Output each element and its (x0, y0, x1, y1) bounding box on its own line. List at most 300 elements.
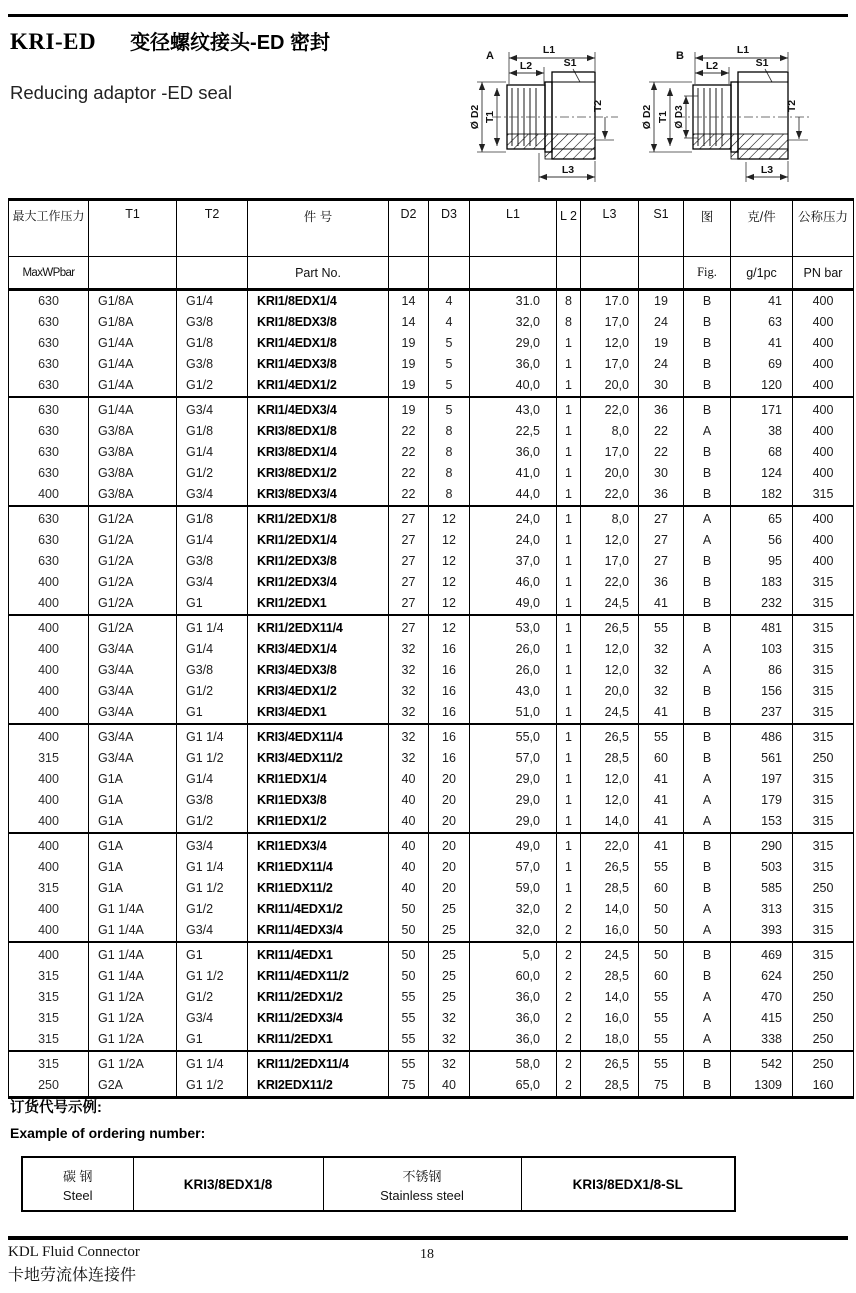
table-cell: 1 (557, 593, 581, 615)
table-cell: A (684, 811, 731, 833)
spec-header-cell (389, 257, 429, 290)
table-cell: 32 (639, 681, 684, 702)
table-cell: 624 (731, 966, 793, 987)
table-cell: B (684, 375, 731, 397)
table-cell: 1 (557, 354, 581, 375)
table-row (9, 724, 854, 748)
table-cell: KRI3/4EDX11/2 (248, 748, 389, 769)
table-row (9, 899, 854, 920)
table-cell: 14,0 (581, 987, 639, 1008)
table-cell: 232 (731, 593, 793, 615)
table-cell: G1/4 (177, 290, 248, 313)
table-cell: 1 (557, 769, 581, 790)
table-cell: G1 (177, 593, 248, 615)
table-cell: 43,0 (470, 681, 557, 702)
table-cell: 60 (639, 878, 684, 899)
dim-label-l1: L1 (736, 44, 750, 56)
table-cell: 12 (429, 615, 470, 639)
table-cell: 19 (389, 397, 429, 421)
material-stainless-cell (323, 1157, 521, 1211)
table-cell: G1 1/4A (89, 920, 177, 942)
table-cell: A (684, 506, 731, 530)
table-cell: B (684, 724, 731, 748)
table-cell: 4 (429, 290, 470, 313)
table-cell: 315 (793, 899, 854, 920)
table-row (9, 942, 854, 966)
table-cell: G1/4A (89, 354, 177, 375)
table-cell: G1 1/2 (177, 878, 248, 899)
diagram-a-label: A (486, 50, 494, 62)
table-cell: 338 (731, 1029, 793, 1051)
table-cell: 86 (731, 660, 793, 681)
table-cell: G1/2A (89, 506, 177, 530)
spec-header-row (9, 200, 854, 257)
table-cell: 2 (557, 1075, 581, 1098)
table-cell: 30 (639, 463, 684, 484)
table-cell: 4 (429, 312, 470, 333)
table-cell: 400 (793, 421, 854, 442)
table-cell: 38 (731, 421, 793, 442)
table-cell: 1 (557, 333, 581, 354)
table-cell: 8 (429, 484, 470, 506)
table-cell: 470 (731, 987, 793, 1008)
table-cell: G1/8 (177, 333, 248, 354)
table-cell: 179 (731, 790, 793, 811)
spec-header-cell: D2 (389, 200, 429, 257)
table-cell: B (684, 397, 731, 421)
table-row (9, 615, 854, 639)
table-cell: B (684, 442, 731, 463)
spec-header-cell (89, 257, 177, 290)
table-cell: 12,0 (581, 333, 639, 354)
table-cell: 29,0 (470, 333, 557, 354)
dim-label-l3: L3 (760, 164, 774, 176)
table-cell: B (684, 551, 731, 572)
table-cell: 55 (389, 987, 429, 1008)
table-cell: 36 (639, 397, 684, 421)
table-cell: 41 (639, 593, 684, 615)
table-cell: 69 (731, 354, 793, 375)
table-cell: 315 (793, 681, 854, 702)
table-cell: 55 (639, 615, 684, 639)
table-cell: 32 (429, 1008, 470, 1029)
table-cell: 26,5 (581, 615, 639, 639)
table-cell: G1/2 (177, 681, 248, 702)
dim-label-t1: T1 (484, 110, 496, 124)
table-cell: 22,0 (581, 572, 639, 593)
table-row (9, 397, 854, 421)
page-title-en: Reducing adaptor -ED seal (10, 82, 233, 103)
table-cell: 40 (389, 769, 429, 790)
table-cell: 55 (639, 857, 684, 878)
dim-label-t1: T1 (657, 110, 669, 124)
table-cell: 27 (639, 506, 684, 530)
table-cell: 24 (639, 312, 684, 333)
table-cell: 41 (639, 790, 684, 811)
table-cell: 12 (429, 506, 470, 530)
table-cell: KRI1EDX11/4 (248, 857, 389, 878)
material-steel-cn: 碳 钢 (62, 1168, 93, 1184)
table-cell: G1A (89, 857, 177, 878)
table-cell: G1 1/4 (177, 1051, 248, 1075)
table-cell: 1 (557, 397, 581, 421)
table-cell: 22 (639, 442, 684, 463)
table-cell: 40 (389, 857, 429, 878)
table-row (9, 660, 854, 681)
table-cell: G1/8A (89, 312, 177, 333)
table-cell: 28,5 (581, 1075, 639, 1098)
table-cell: KRI1/4EDX3/4 (248, 397, 389, 421)
table-cell: 1 (557, 660, 581, 681)
table-cell: 156 (731, 681, 793, 702)
table-cell: G3/8A (89, 442, 177, 463)
table-cell: G1/2A (89, 551, 177, 572)
table-cell: 20,0 (581, 681, 639, 702)
table-cell: G1 1/4A (89, 966, 177, 987)
table-cell: 400 (9, 615, 89, 639)
table-cell: 400 (9, 702, 89, 724)
table-cell: 315 (793, 660, 854, 681)
table-cell: G1/4 (177, 639, 248, 660)
table-cell: 36,0 (470, 1029, 557, 1051)
table-cell: 25 (429, 920, 470, 942)
table-cell: KRI3/8EDX1/2 (248, 463, 389, 484)
table-cell: 20 (429, 811, 470, 833)
table-cell: 290 (731, 833, 793, 857)
table-cell: 63 (731, 312, 793, 333)
table-cell: KRI3/8EDX3/4 (248, 484, 389, 506)
table-cell: 12 (429, 572, 470, 593)
table-cell: B (684, 748, 731, 769)
table-cell: G1/2 (177, 811, 248, 833)
table-cell: G1 (177, 702, 248, 724)
table-cell: 19 (639, 290, 684, 313)
table-cell: G1A (89, 811, 177, 833)
table-cell: 1 (557, 442, 581, 463)
table-cell: KRI1/2EDX3/4 (248, 572, 389, 593)
table-cell: 315 (793, 639, 854, 660)
table-cell: 315 (793, 942, 854, 966)
table-cell: 315 (793, 593, 854, 615)
table-cell: 31.0 (470, 290, 557, 313)
table-cell: 2 (557, 1029, 581, 1051)
table-cell: 27 (389, 593, 429, 615)
table-cell: 250 (793, 1008, 854, 1029)
table-cell: KRI11/2EDX3/4 (248, 1008, 389, 1029)
table-cell: 37,0 (470, 551, 557, 572)
table-cell: 16 (429, 748, 470, 769)
spec-header-cell: D3 (429, 200, 470, 257)
table-cell: 315 (9, 1051, 89, 1075)
table-cell: 22 (639, 421, 684, 442)
dim-label-t2: T2 (592, 99, 604, 113)
table-cell: G3/4A (89, 702, 177, 724)
table-cell: 5,0 (470, 942, 557, 966)
table-cell: G1 1/4 (177, 615, 248, 639)
spec-table (8, 198, 854, 1099)
table-cell: 250 (793, 966, 854, 987)
table-cell: G1/8 (177, 506, 248, 530)
ordering-heading-en: Example of ordering number: (10, 1125, 206, 1141)
table-cell: 26,0 (470, 639, 557, 660)
table-cell: 313 (731, 899, 793, 920)
table-cell: 26,5 (581, 1051, 639, 1075)
table-cell: 41 (639, 702, 684, 724)
dim-label-s1: S1 (563, 57, 577, 69)
table-cell: G2A (89, 1075, 177, 1098)
table-cell: G1 1/2 (177, 1075, 248, 1098)
spec-header-cell: 图 (684, 200, 731, 257)
table-cell: 250 (793, 878, 854, 899)
table-cell: 400 (793, 312, 854, 333)
table-cell: G1 1/2 (177, 966, 248, 987)
table-cell: 415 (731, 1008, 793, 1029)
table-cell: 46,0 (470, 572, 557, 593)
table-cell: 400 (793, 375, 854, 397)
table-cell: 32 (389, 639, 429, 660)
table-row (9, 1051, 854, 1075)
table-cell: 95 (731, 551, 793, 572)
table-cell: G1 1/2 (177, 748, 248, 769)
table-cell: 315 (793, 724, 854, 748)
table-cell: 250 (793, 748, 854, 769)
table-cell: G3/8A (89, 421, 177, 442)
table-row (9, 920, 854, 942)
table-cell: KRI3/8EDX1/8 (248, 421, 389, 442)
table-cell: 55 (639, 987, 684, 1008)
table-cell: 50 (389, 966, 429, 987)
table-cell: 400 (9, 724, 89, 748)
table-cell: 237 (731, 702, 793, 724)
table-cell: 315 (793, 484, 854, 506)
dim-label-l3: L3 (561, 164, 575, 176)
table-cell: 315 (9, 987, 89, 1008)
table-cell: 25 (429, 987, 470, 1008)
table-cell: 17.0 (581, 290, 639, 313)
table-cell: 12,0 (581, 790, 639, 811)
table-cell: 24 (639, 354, 684, 375)
table-cell: 400 (9, 899, 89, 920)
table-cell: G1/2A (89, 572, 177, 593)
table-cell: G1/2A (89, 615, 177, 639)
table-row (9, 333, 854, 354)
table-cell: KRI1/2EDX1 (248, 593, 389, 615)
material-stainless-en: Stainless steel (380, 1187, 464, 1203)
table-row (9, 811, 854, 833)
table-cell: KRI11/4EDX11/2 (248, 966, 389, 987)
table-cell: 630 (9, 551, 89, 572)
table-cell: B (684, 290, 731, 313)
table-row (9, 681, 854, 702)
table-cell: 41,0 (470, 463, 557, 484)
table-cell: 50 (639, 920, 684, 942)
table-cell: 400 (9, 660, 89, 681)
table-cell: 160 (793, 1075, 854, 1098)
table-cell: G1A (89, 790, 177, 811)
table-cell: 8 (557, 290, 581, 313)
table-cell: 20 (429, 790, 470, 811)
table-cell: 57,0 (470, 857, 557, 878)
table-cell: 32 (389, 702, 429, 724)
table-cell: G1 1/4 (177, 857, 248, 878)
table-cell: A (684, 987, 731, 1008)
table-cell: B (684, 833, 731, 857)
table-cell: G3/4A (89, 639, 177, 660)
table-cell: 20,0 (581, 463, 639, 484)
table-cell: 27 (389, 572, 429, 593)
table-cell: 41 (731, 333, 793, 354)
table-cell: 57,0 (470, 748, 557, 769)
table-cell: 630 (9, 290, 89, 313)
table-cell: 27 (389, 506, 429, 530)
table-cell: B (684, 484, 731, 506)
table-cell: B (684, 463, 731, 484)
table-cell: 55 (639, 1008, 684, 1029)
table-cell: G3/4 (177, 1008, 248, 1029)
spec-header-cell: T1 (89, 200, 177, 257)
table-cell: G3/8A (89, 463, 177, 484)
spec-header-row (9, 257, 854, 290)
table-row (9, 530, 854, 551)
table-cell: G3/4 (177, 397, 248, 421)
table-cell: B (684, 702, 731, 724)
table-cell: 315 (9, 1029, 89, 1051)
table-cell: B (684, 681, 731, 702)
table-cell: 27 (389, 530, 429, 551)
table-cell: 17,0 (581, 312, 639, 333)
table-cell: 41 (639, 833, 684, 857)
table-row (9, 966, 854, 987)
table-cell: G1/8A (89, 290, 177, 313)
table-cell: B (684, 1075, 731, 1098)
table-cell: B (684, 615, 731, 639)
table-cell: 1 (557, 506, 581, 530)
table-cell: G3/8 (177, 790, 248, 811)
table-cell: 16 (429, 724, 470, 748)
table-cell: G1/8 (177, 421, 248, 442)
table-cell: 32 (389, 724, 429, 748)
spec-header-cell: L1 (470, 200, 557, 257)
table-cell: 25 (429, 966, 470, 987)
spec-header-cell: 克/件 (731, 200, 793, 257)
table-cell: 20 (429, 833, 470, 857)
table-cell: G1/2 (177, 463, 248, 484)
table-cell: 41 (731, 290, 793, 313)
table-cell: KRI11/2EDX1 (248, 1029, 389, 1051)
table-cell: G3/8 (177, 660, 248, 681)
table-cell: 400 (9, 833, 89, 857)
table-cell: 250 (793, 987, 854, 1008)
table-cell: 60 (639, 966, 684, 987)
table-cell: 29,0 (470, 811, 557, 833)
table-cell: 17,0 (581, 442, 639, 463)
table-cell: 55 (639, 724, 684, 748)
table-cell: 30 (639, 375, 684, 397)
table-cell: 32 (389, 660, 429, 681)
table-cell: 19 (639, 333, 684, 354)
table-cell: G1/4A (89, 333, 177, 354)
table-cell: G3/8A (89, 484, 177, 506)
table-cell: 14 (389, 290, 429, 313)
table-cell: KRI1/8EDX1/4 (248, 290, 389, 313)
table-cell: 27 (639, 530, 684, 551)
table-cell: 8 (429, 442, 470, 463)
table-cell: 26,5 (581, 857, 639, 878)
table-cell: G3/4 (177, 484, 248, 506)
table-cell: 400 (9, 790, 89, 811)
table-cell: 1 (557, 702, 581, 724)
table-cell: 24,0 (470, 506, 557, 530)
table-cell: 393 (731, 920, 793, 942)
table-cell: 40 (429, 1075, 470, 1098)
table-cell: 2 (557, 1051, 581, 1075)
spec-header-cell: PN bar (793, 257, 854, 290)
table-cell: 55 (389, 1029, 429, 1051)
table-cell: 36,0 (470, 442, 557, 463)
table-cell: 28,5 (581, 878, 639, 899)
table-cell: 14,0 (581, 811, 639, 833)
table-cell: G1 1/4A (89, 942, 177, 966)
dim-label-d2: Ø D2 (641, 104, 653, 130)
table-cell: KRI11/2EDX11/4 (248, 1051, 389, 1075)
table-cell: 630 (9, 354, 89, 375)
table-cell: G1/2A (89, 530, 177, 551)
table-cell: A (684, 639, 731, 660)
table-cell: 16,0 (581, 920, 639, 942)
table-cell: 315 (793, 790, 854, 811)
table-cell: G1 1/4 (177, 724, 248, 748)
dim-label-l2: L2 (705, 60, 719, 72)
table-cell: 1 (557, 681, 581, 702)
table-row (9, 833, 854, 857)
page-title-cn: 变径螺纹接头-ED 密封 (130, 32, 331, 54)
table-cell: 315 (793, 811, 854, 833)
table-cell: 25 (429, 899, 470, 920)
table-row (9, 442, 854, 463)
table-cell: A (684, 769, 731, 790)
table-cell: KRI1/2EDX1/4 (248, 530, 389, 551)
table-cell: 16 (429, 639, 470, 660)
dim-label-d2: Ø D2 (469, 104, 481, 130)
table-cell: 5 (429, 354, 470, 375)
table-cell: 32 (429, 1051, 470, 1075)
table-cell: 8,0 (581, 421, 639, 442)
table-cell: 2 (557, 899, 581, 920)
table-cell: 20 (429, 857, 470, 878)
table-row (9, 593, 854, 615)
material-stainless-cn: 不锈钢 (402, 1168, 442, 1184)
table-cell: 2 (557, 920, 581, 942)
top-rule (8, 14, 848, 17)
table-cell: 25 (429, 942, 470, 966)
table-cell: 27 (389, 615, 429, 639)
table-row (9, 421, 854, 442)
table-cell: 55,0 (470, 724, 557, 748)
table-cell: 29,0 (470, 769, 557, 790)
table-cell: 400 (793, 530, 854, 551)
table-cell: G3/4 (177, 833, 248, 857)
table-cell: 103 (731, 639, 793, 660)
spec-header-cell: T2 (177, 200, 248, 257)
table-cell: KRI1/4EDX1/8 (248, 333, 389, 354)
table-cell: 1 (557, 748, 581, 769)
table-cell: 32,0 (470, 920, 557, 942)
table-cell: 24,5 (581, 942, 639, 966)
table-cell: 5 (429, 397, 470, 421)
table-cell: 40,0 (470, 375, 557, 397)
table-cell: 50 (389, 942, 429, 966)
table-cell: 250 (793, 1029, 854, 1051)
